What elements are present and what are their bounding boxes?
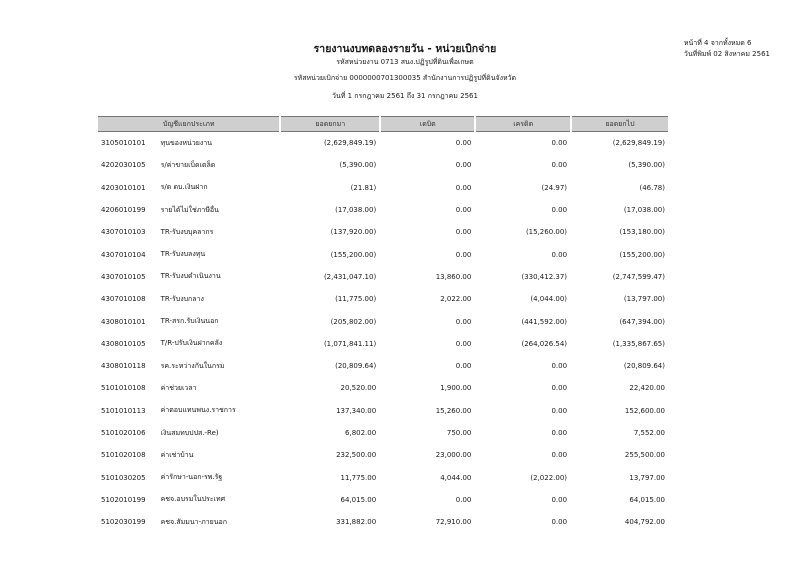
account-name: คชจ.อบรมในประเทศ [160, 495, 226, 504]
page-info-block [684, 38, 770, 60]
credit-value: 0.00 [551, 406, 568, 415]
credit-value: 0.00 [551, 161, 568, 170]
account-code: 4203010101 [101, 183, 146, 192]
brought-forward-value: (5,390.00) [339, 161, 377, 170]
table-row [97, 400, 669, 422]
table-row [97, 132, 669, 155]
carried-forward-value: 7,552.00 [633, 429, 665, 437]
brought-forward-value: (2,629,849.19) [323, 139, 377, 148]
credit-value: (264,026.54) [521, 339, 568, 348]
account-code: 5102030199 [101, 518, 146, 527]
account-name: TR-รับงบกลาง [160, 294, 204, 303]
brought-forward-value: (17,038.00) [335, 206, 377, 215]
col-debit: เดบิต [380, 117, 475, 132]
account-name: T/R-ปรับเงินฝากคลัง [160, 339, 223, 348]
carried-forward-value: (2,629,849.19) [612, 139, 665, 148]
account-code: 4307010108 [101, 295, 146, 304]
account-name: ร/ค่าขายเบ็ดเตล็ด [160, 160, 216, 169]
table-header-row [97, 117, 669, 132]
account-code: 5101010108 [101, 384, 146, 393]
debit-value: 4,044.00 [440, 473, 472, 482]
brought-forward-value: (2,431,047.10) [323, 272, 377, 281]
debit-value: 2,022.00 [440, 295, 472, 304]
account-code: 5102010199 [101, 495, 146, 504]
account-code: 4307010104 [101, 250, 146, 259]
carried-forward-value: (153,180.00) [619, 228, 665, 237]
debit-value: 0.00 [455, 495, 472, 504]
carried-forward-value: 152,600.00 [624, 406, 665, 415]
debit-value: 13,860.00 [435, 272, 472, 281]
credit-value: (15,260.00) [525, 228, 568, 237]
credit-value: 0.00 [551, 362, 568, 371]
credit-value: 0.00 [551, 495, 568, 504]
table-row [97, 466, 669, 488]
table-row [97, 511, 669, 533]
agency-line: รหัสหน่วยงาน 0713 สนง.ปฏิรูปที่ดินเพื่อเกษต [336, 58, 474, 66]
account-name: ร/ด ดบ.เงินฝาก [160, 183, 208, 192]
carried-forward-value: 64,015.00 [629, 495, 665, 504]
account-name: ทุนของหน่วยงาน [160, 138, 212, 147]
table-row [97, 243, 669, 265]
col-brought-forward: ยอดยกมา [280, 117, 380, 132]
debit-value: 0.00 [455, 139, 472, 148]
account-code: 5101020106 [101, 429, 146, 437]
carried-forward-value: (46.78) [639, 183, 665, 192]
brought-forward-value: (205,802.00) [330, 317, 377, 326]
account-code: 3105010101 [101, 139, 146, 148]
table-row [97, 355, 669, 377]
debit-value: 0.00 [455, 250, 472, 259]
account-code: 4308010105 [101, 339, 146, 348]
debit-value: 0.00 [455, 362, 472, 371]
report-title: รายงานงบทดลองรายวัน - หน่วยเบิกจ่าย [313, 43, 497, 55]
brought-forward-value: 11,775.00 [340, 473, 377, 482]
account-code: 5101010113 [101, 406, 146, 415]
credit-value: (330,412.37) [521, 272, 568, 281]
brought-forward-value: (1,071,841.11) [323, 339, 377, 348]
account-name: รค.ระหว่างกันในกรม [160, 361, 225, 370]
table-row [97, 333, 669, 355]
account-name: รายได้ไม่ใช่ภาษีอื่น [160, 205, 219, 214]
account-name: เงินสมทบปปส.-Re) [160, 428, 219, 437]
carried-forward-value: (5,390.00) [628, 161, 665, 170]
table-row [97, 154, 669, 176]
table-row [97, 377, 669, 399]
brought-forward-value: 331,882.00 [336, 518, 377, 527]
carried-forward-value: 255,500.00 [624, 451, 665, 460]
brought-forward-value: (155,200.00) [330, 250, 377, 259]
carried-forward-value: (20,809.64) [623, 362, 665, 371]
debit-value: 0.00 [455, 317, 472, 326]
brought-forward-value: 20,520.00 [340, 384, 377, 393]
page-number: หน้าที่ 4 จากทั้งหมด 6 [683, 39, 752, 47]
account-name: คชจ.สัมมนา-ภายนอก [160, 517, 227, 526]
credit-value: (2,022.00) [530, 473, 568, 482]
debit-value: 0.00 [455, 183, 472, 192]
account-code: 4308010101 [101, 317, 146, 326]
table-row [97, 422, 669, 444]
table-row [97, 221, 669, 243]
brought-forward-value: (21.81) [350, 183, 377, 192]
credit-value: (24.97) [541, 183, 568, 192]
account-name: ค่าตอบแทนพนง.ราชการ [160, 406, 236, 415]
table-row [97, 444, 669, 466]
carried-forward-value: (17,038.00) [623, 206, 665, 215]
debit-value: 72,910.00 [435, 518, 472, 527]
credit-value: (4,044.00) [530, 295, 568, 304]
debit-value: 15,260.00 [435, 406, 472, 415]
brought-forward-value: 137,340.00 [336, 406, 377, 415]
credit-value: 0.00 [551, 429, 568, 437]
carried-forward-value: (13,797.00) [623, 295, 665, 304]
col-account: บัญชีแยกประเภท [97, 117, 280, 132]
trial-balance-table [96, 116, 670, 533]
account-code: 4202030105 [101, 161, 146, 170]
debit-value: 1,900.00 [440, 384, 472, 393]
account-name: TR-สรก.รับเงินนอก [160, 317, 219, 326]
credit-value: 0.00 [551, 206, 568, 215]
col-credit: เครดิต [475, 117, 571, 132]
account-code: 5101020108 [101, 451, 146, 460]
account-name: TR-รับงบลงทุน [160, 250, 206, 259]
debit-value: 0.00 [455, 228, 472, 237]
date-range: วันที่ 1 กรกฎาคม 2561 ถึง 31 กรกฎาคม 2561 [332, 92, 478, 100]
table-row [97, 288, 669, 310]
debit-value: 23,000.00 [435, 451, 472, 460]
carried-forward-value: 404,792.00 [624, 518, 665, 527]
credit-value: (441,592.00) [521, 317, 568, 326]
carried-forward-value: 13,797.00 [629, 473, 665, 482]
credit-value: 0.00 [551, 384, 568, 393]
brought-forward-value: (11,775.00) [335, 295, 377, 304]
carried-forward-value: 22,420.00 [629, 384, 665, 393]
credit-value: 0.00 [551, 451, 568, 460]
brought-forward-value: 64,015.00 [340, 495, 377, 504]
table-row [97, 489, 669, 511]
print-date: วันที่พิมพ์ 02 สิงหาคม 2561 [683, 50, 770, 58]
account-name: TR-รับงบดำเนินงาน [160, 272, 221, 281]
table-row [97, 199, 669, 221]
debit-value: 0.00 [455, 161, 472, 170]
account-name: ค่ารักษา-นอก-รพ.รัฐ [160, 473, 223, 482]
carried-forward-value: (1,335,867.65) [612, 339, 665, 348]
debit-value: 0.00 [455, 339, 472, 348]
account-code: 4206010199 [101, 206, 146, 215]
brought-forward-value: (137,920.00) [330, 228, 377, 237]
account-code: 5101030205 [101, 473, 146, 482]
credit-value: 0.00 [551, 139, 568, 148]
account-name: ค่าช่วยเวลา [160, 383, 197, 392]
carried-forward-value: (2,747,599.47) [612, 272, 665, 281]
table-row [97, 177, 669, 199]
unit-line: รหัสหน่วยเบิกจ่าย 0000000701300035 สำนักงานการปฏิรูปที่ดินจังหวัด [293, 74, 517, 82]
account-name: ค่าเช่าบ้าน [160, 450, 194, 459]
debit-value: 0.00 [455, 206, 472, 215]
credit-value: 0.00 [551, 250, 568, 259]
table-row [97, 310, 669, 332]
table-row [97, 266, 669, 288]
account-code: 4307010103 [101, 228, 146, 237]
account-code: 4307010105 [101, 272, 146, 281]
table-body [97, 132, 669, 534]
debit-value: 750.00 [446, 429, 472, 437]
credit-value: 0.00 [551, 518, 568, 527]
brought-forward-value: 232,500.00 [336, 451, 377, 460]
brought-forward-value: 6,802.00 [345, 429, 377, 437]
account-code: 4308010118 [101, 362, 146, 371]
carried-forward-value: (647,394.00) [619, 317, 665, 326]
brought-forward-value: (20,809.64) [335, 362, 377, 371]
carried-forward-value: (155,200.00) [619, 250, 665, 259]
account-name: TR-รับงบบุคลากร [160, 227, 214, 236]
col-carried-forward: ยอดยกไป [571, 117, 669, 132]
